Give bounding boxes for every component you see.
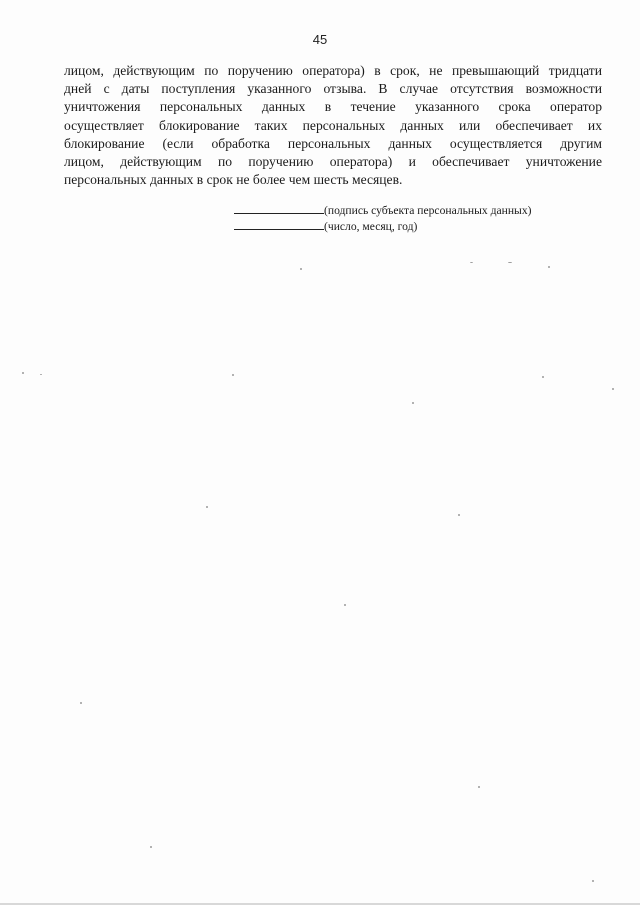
paragraph-line: персональных данных в срок не более чем шесть месяцев.: [64, 172, 403, 188]
scan-speck: [458, 514, 460, 516]
body-paragraph: [64, 62, 602, 189]
paragraph-line: лицом, действующим по поручению оператора) и обеспечивает уничтожение: [64, 154, 602, 170]
scan-speck: [80, 702, 82, 704]
date-line: [234, 218, 532, 234]
date-blank: [234, 218, 324, 230]
scan-speck: [470, 262, 473, 263]
scan-speck: [548, 266, 550, 268]
scan-speck: [412, 402, 414, 404]
paragraph-line: уничтожения персональных данных в течение указанного срока оператор: [64, 99, 602, 115]
scan-speck: [542, 376, 544, 378]
scan-speck: [478, 786, 480, 788]
date-label: (число, месяц, год): [324, 220, 418, 233]
scan-speck: [612, 388, 614, 390]
subject-signature-line: [234, 202, 532, 218]
paragraph-line: дней с даты поступления указанного отзыва. В случае отсутствия возможности: [64, 81, 602, 97]
paragraph-line: осуществляет блокирование таких персональных данных или обеспечивает их: [64, 117, 602, 133]
page-number: 45: [312, 32, 328, 47]
scan-speck: [508, 262, 512, 263]
scan-speck: [300, 268, 302, 270]
scan-speck: [344, 604, 346, 606]
scan-speck: [592, 880, 594, 882]
scan-speck: [206, 506, 208, 508]
scan-speck: [232, 374, 234, 376]
paragraph-line: блокирование (если обработка персональных данных осуществляется другим: [64, 135, 602, 151]
scan-speck: [150, 846, 152, 848]
signature-blank: [234, 202, 324, 214]
scan-speck: [40, 374, 42, 375]
paragraph-line: лицом, действующим по поручению оператора) в срок, не превышающий тридцати: [64, 63, 602, 78]
signature-block: [234, 202, 532, 234]
scan-speck: [22, 372, 24, 374]
subject-signature-label: (подпись субъекта персональных данных): [324, 204, 532, 217]
